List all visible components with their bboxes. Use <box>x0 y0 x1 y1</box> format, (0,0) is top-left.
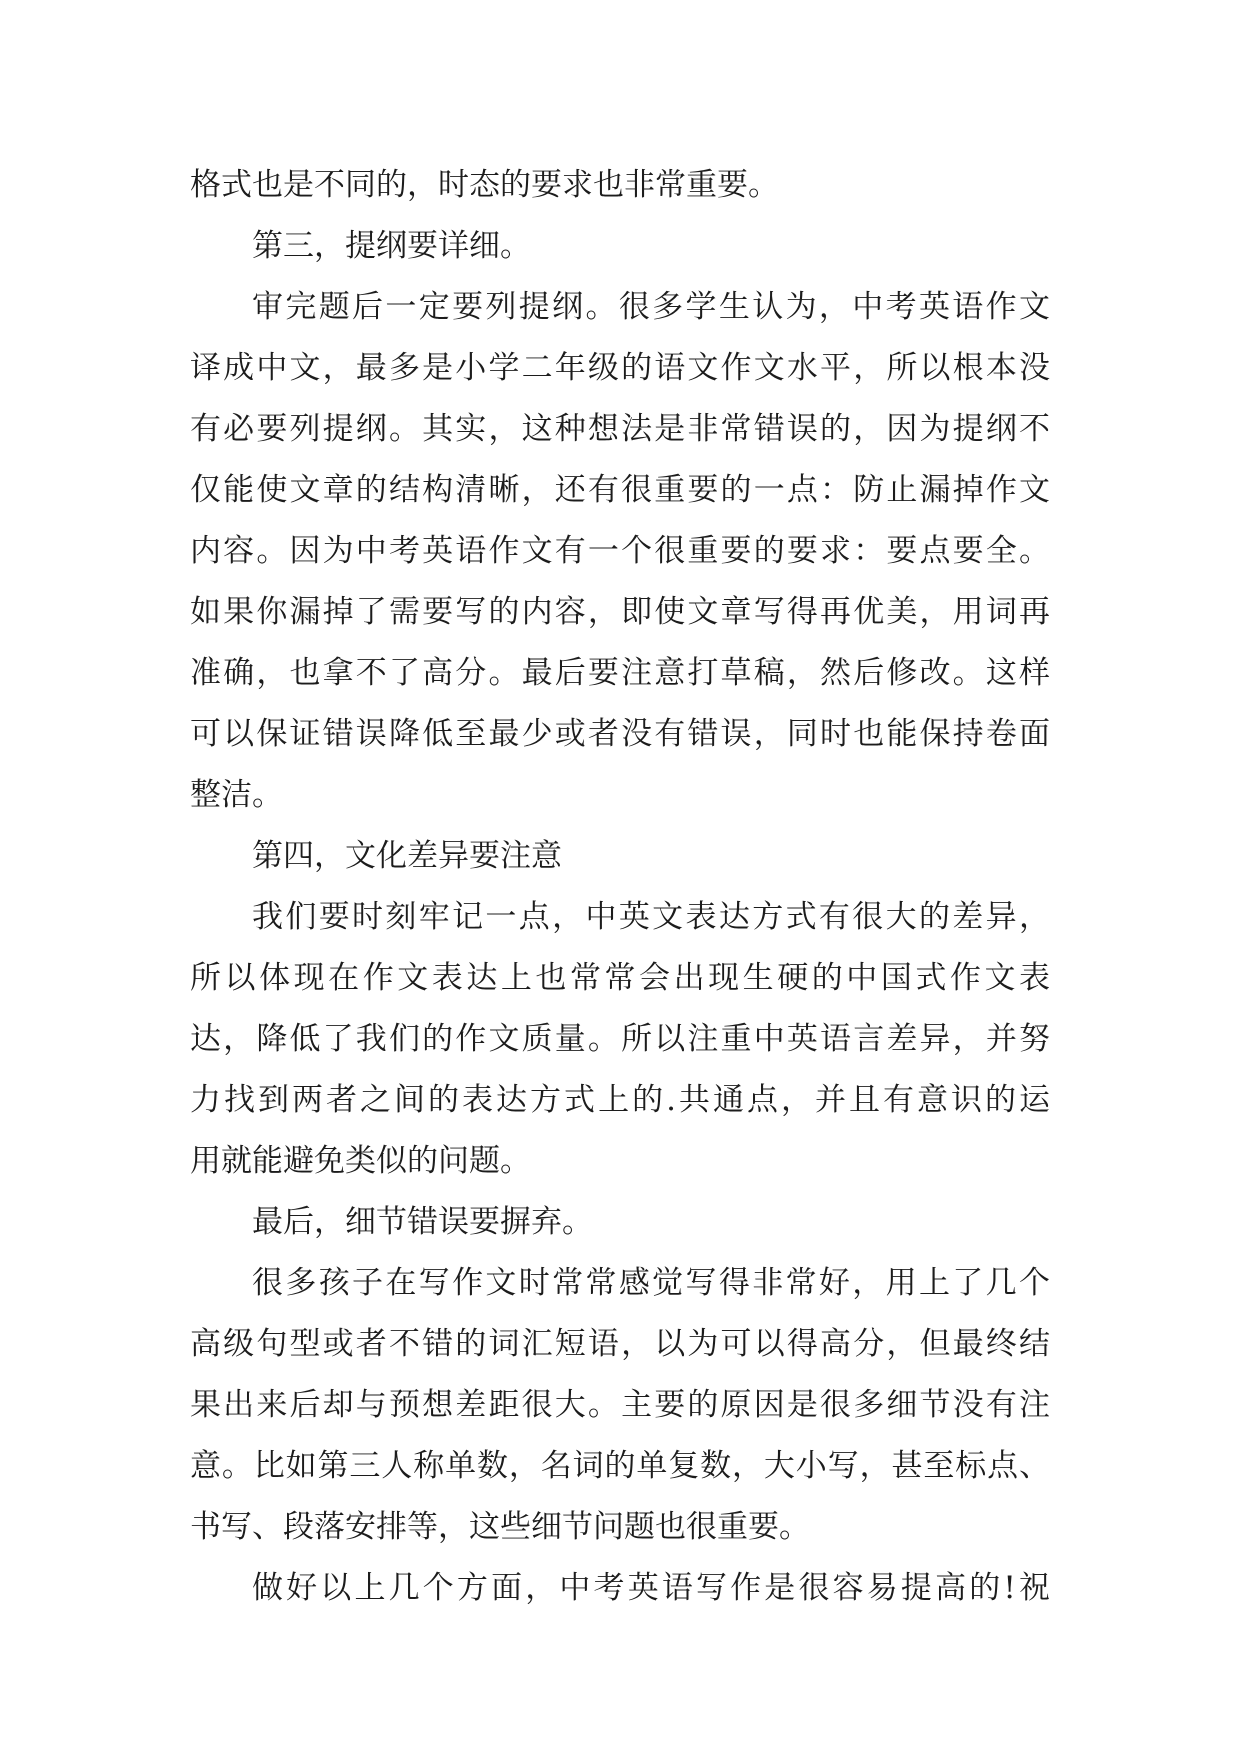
text-line: 很多孩子在写作文时常常感觉写得非常好，用上了几个 <box>252 1265 1050 1301</box>
text-line: 用就能避免类似的问题。 <box>190 1143 531 1179</box>
text-line: 译成中文，最多是小学二年级的语文作文水平，所以根本没 <box>190 350 1050 386</box>
text-line: 格式也是不同的，时态的要求也非常重要。 <box>190 167 779 203</box>
text-line: 如果你漏掉了需要写的内容，即使文章写得再优美，用词再 <box>190 594 1050 630</box>
text-line: 书写、段落安排等，这些细节问题也很重要。 <box>190 1509 810 1545</box>
text-line: 有必要列提纲。其实，这种想法是非常错误的，因为提纲不 <box>190 411 1050 447</box>
text-line: 高级句型或者不错的词汇短语，以为可以得高分，但最终结 <box>190 1326 1050 1362</box>
text-line: 第三，提纲要详细。 <box>252 228 531 264</box>
document-body <box>190 155 1050 1619</box>
text-line: 整洁。 <box>190 777 283 813</box>
text-line: 果出来后却与预想差距很大。主要的原因是很多细节没有注 <box>190 1387 1050 1423</box>
text-line: 可以保证错误降低至最少或者没有错误，同时也能保持卷面 <box>190 716 1050 752</box>
text-line: 内容。因为中考英语作文有一个很重要的要求：要点要全。 <box>190 533 1050 569</box>
text-line: 意。比如第三人称单数，名词的单复数，大小写，甚至标点、 <box>190 1448 1050 1484</box>
text-line: 审完题后一定要列提纲。很多学生认为，中考英语作文 <box>252 289 1050 325</box>
text-line: 达，降低了我们的作文质量。所以注重中英语言差异，并努 <box>190 1021 1050 1057</box>
text-line: 第四，文化差异要注意 <box>252 838 562 874</box>
text-line: 所以体现在作文表达上也常常会出现生硬的中国式作文表 <box>190 960 1050 996</box>
text-line: 我们要时刻牢记一点，中英文表达方式有很大的差异， <box>252 899 1050 935</box>
text-line: 准确，也拿不了高分。最后要注意打草稿，然后修改。这样 <box>190 655 1050 691</box>
text-line: 力找到两者之间的表达方式上的.共通点，并且有意识的运 <box>190 1082 1050 1118</box>
text-line: 仅能使文章的结构清晰，还有很重要的一点：防止漏掉作文 <box>190 472 1050 508</box>
text-line: 做好以上几个方面，中考英语写作是很容易提高的!祝 <box>252 1570 1050 1606</box>
text-line: 最后，细节错误要摒弃。 <box>252 1204 593 1240</box>
